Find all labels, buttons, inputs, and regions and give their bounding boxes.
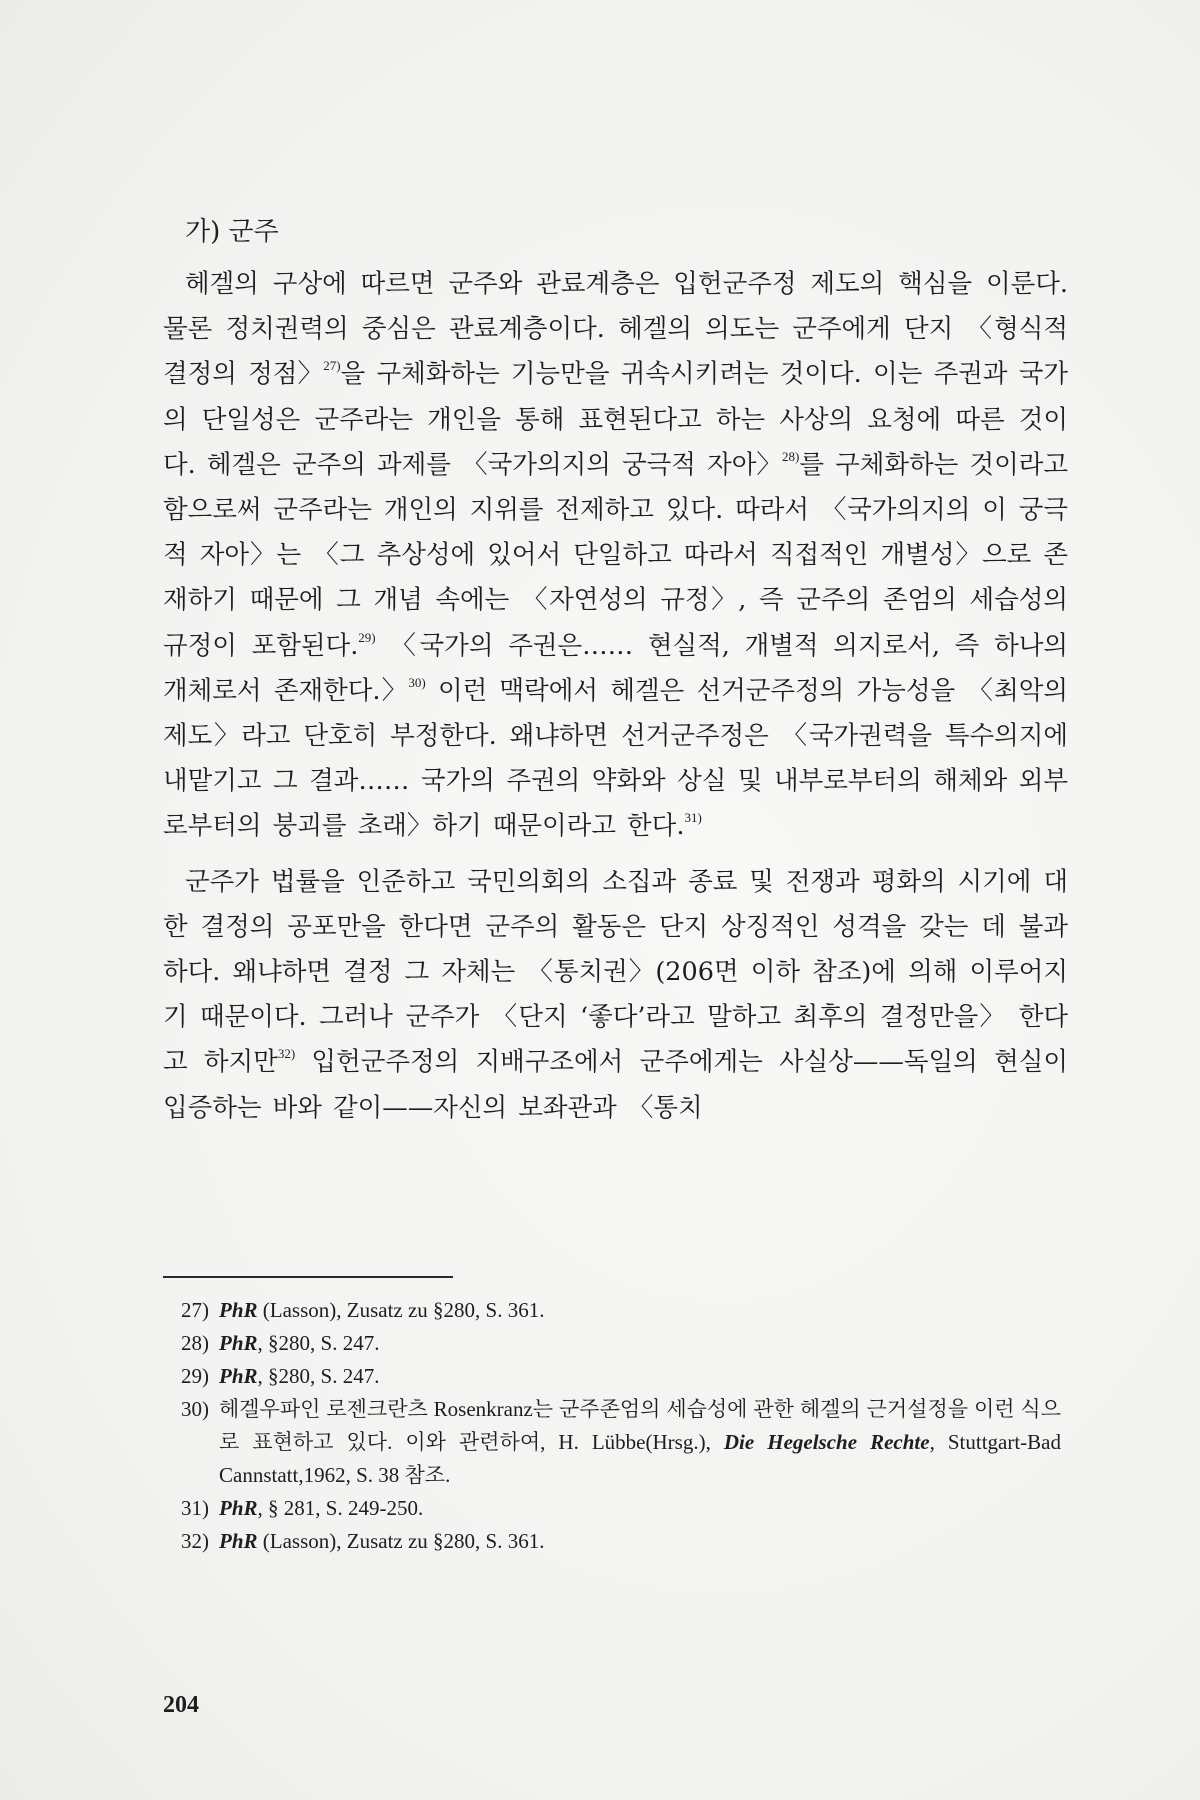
footnote-27 — [181, 1294, 1061, 1327]
footnote-italic: PhR — [219, 1331, 258, 1355]
footnote-28 — [181, 1327, 1061, 1360]
footnote-italic: PhR — [219, 1364, 258, 1388]
footnote-ref-27: 27) — [323, 358, 341, 374]
footnote-text — [219, 1294, 1061, 1327]
footnote-rest: , §280, S. 247. — [257, 1364, 380, 1388]
footnote-number: 27) — [181, 1298, 209, 1322]
footnote-italic: PhR — [219, 1496, 258, 1520]
footnote-italic: PhR — [219, 1298, 258, 1322]
paragraph-1-text-b: 을 구체화하는 기능만을 귀속시키려는 것이다. 이는 주권과 국가의 단일성은 군주라는 개인을 통해 표현된다고 하는 사상의 요청에 따른 것이다. 헤겔은 군주의 과제를 〈국가의지의 궁극적 자아〉 — [163, 359, 1068, 480]
footnote-29 — [181, 1360, 1061, 1393]
paragraph-2-text-b: 입헌군주정의 지배구조에서 군주에게는 사실상——독일의 현실이 입증하는 바와 같이——자신의 보좌관과 〈통치 — [163, 1047, 1068, 1123]
body-text — [163, 212, 1068, 1131]
footnote-text — [219, 1327, 1061, 1360]
footnote-31 — [181, 1492, 1061, 1525]
footnote-text — [219, 1393, 1061, 1492]
footnote-ref-30: 30) — [408, 674, 426, 690]
footnote-rest: (Lasson), Zusatz zu §280, S. 361. — [257, 1529, 545, 1553]
footnote-italic: Die Hegelsche Rechte — [723, 1430, 930, 1454]
footnote-number: 32) — [181, 1529, 209, 1553]
footnote-text — [219, 1525, 1061, 1558]
footnote-ref-31: 31) — [684, 810, 702, 826]
footnote-30 — [181, 1393, 1061, 1492]
footnote-text — [219, 1360, 1061, 1393]
footnote-32 — [181, 1525, 1061, 1558]
paragraph-1-text-c: 를 구체화하는 것이라고 함으로써 군주라는 개인의 지위를 전제하고 있다. 따라서 〈국가의지의 이 궁극적 자아〉는 〈그 추상성에 있어서 단일하고 따라서 직접적인 개별성〉으로 존재하기 때문에 그 개념 속에는 〈자연성의 규정〉, 즉 군주의 존엄의 세습성의 규정이 포함된다. — [163, 449, 1068, 661]
paragraph-1-text-e: 이런 맥락에서 헤겔은 선거군주정의 가능성을 〈최악의 제도〉라고 단호히 부정한다. 왜냐하면 선거군주정은 〈국가권력을 특수의지에 내맡기고 그 결과…… 국가의 주권의 약화와 상실 및 내부로부터의 해체와 외부로부터의 붕괴를 초래〉하기 때문이라고 한다. — [163, 675, 1069, 842]
paragraph-1-text-d: 〈국가의 주권은…… 현실적, 개별적 의지로서, 즉 하나의 개체로서 존재한다.〉 — [163, 630, 1068, 706]
footnotes — [181, 1294, 1061, 1558]
section-title: 가) 군주 — [185, 217, 279, 247]
footnote-number: 28) — [181, 1331, 209, 1355]
footnote-number: 30) — [181, 1397, 209, 1421]
footnote-ref-29: 29) — [358, 629, 376, 645]
paragraph-1 — [163, 262, 1068, 850]
footnote-italic: PhR — [219, 1529, 258, 1553]
paragraph-1-text-a: 헤겔의 구상에 따르면 군주와 관료계층은 입헌군주정 제도의 핵심을 이룬다. 물론 정치권력의 중심은 관료계층이다. 헤겔의 의도는 군주에게 단지 〈형식적 결정의 정점〉 — [163, 269, 1068, 390]
footnote-ref-28: 28) — [781, 448, 800, 464]
footnote-rest: , Stuttgart-Bad Cannstatt,1962, S. 38 참조. — [219, 1430, 1062, 1487]
footnote-pre: 헤겔우파인 로젠크란츠 Rosenkranz는 군주존엄의 세습성에 관한 헤겔의 근거설정을 이런 식으로 표현하고 있다. 이와 관련하여, H. Lübbe(Hrsg.), — [219, 1397, 1061, 1454]
paragraph-2-text-a: 군주가 법률을 인준하고 국민의회의 소집과 종료 및 전쟁과 평화의 시기에 대한 결정의 공포만을 한다면 군주의 활동은 단지 상징적인 성격을 갖는 데 불과하다. 왜냐하면 결정 그 자체는 〈통치권〉(206면 이하 참조)에 의해 이루어지기 때문이다. 그러나 군주가 〈단지 ‘좋다’라고 말하고 최후의 결정만을〉 한다고 하지만 — [163, 866, 1068, 1078]
footnote-rest: (Lasson), Zusatz zu §280, S. 361. — [257, 1298, 545, 1322]
footnote-ref-32: 32) — [277, 1046, 296, 1062]
footnote-divider — [163, 1276, 453, 1278]
page-number: 204 — [163, 1692, 199, 1718]
footnote-number: 31) — [181, 1496, 209, 1520]
footnote-number: 29) — [181, 1364, 209, 1388]
footnote-rest: , §280, S. 247. — [257, 1331, 380, 1355]
paragraph-2 — [163, 860, 1068, 1131]
footnote-text — [219, 1492, 1061, 1525]
footnote-rest: , § 281, S. 249-250. — [257, 1496, 424, 1520]
